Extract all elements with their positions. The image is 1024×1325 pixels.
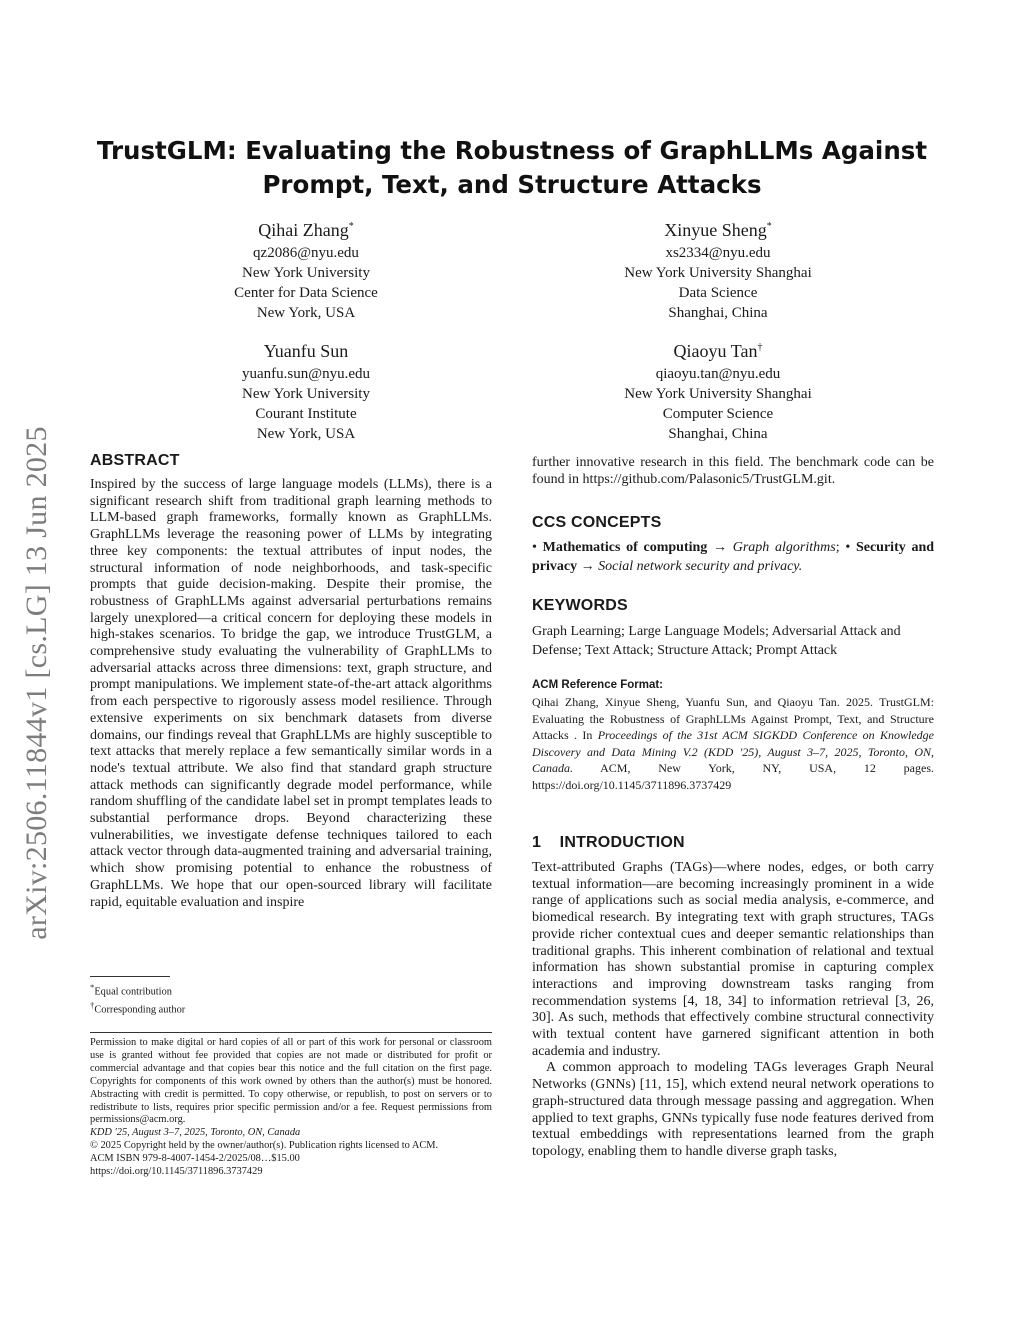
corresponding-mark: †	[757, 342, 763, 353]
author-block-2	[568, 216, 868, 323]
author-location: Shanghai, China	[668, 305, 768, 321]
author-location: Shanghai, China	[668, 426, 768, 442]
ccs-heading: CCS CONCEPTS	[532, 514, 662, 531]
arxiv-sidebar-stamp	[14, 378, 60, 988]
intro-paragraph-1: Text-attributed Graphs (TAGs)—where nodes, edges, or both carry textual information—are becoming increasingly prominent in a wide range of applications such as social media analysis, e-commerce, and biomedical research. By integrating text with graph structures, TAGs provide richer contextual cues and deeper semantic relationships than traditional graphs. This inherent combination of relational and textual information has shown substantial promise in capturing complex interactions and improving downstream tasks ranging from recommendation systems [4, 18, 34] to information retrieval [3, 26, 30]. As such, methods that effectively combine structural connectivity with textual content have garnered significant attention in both academia and industry.	[532, 860, 934, 1059]
intro-paragraph-2: A common approach to modeling TAGs leverages Graph Neural Networks (GNNs) [11, 15], which extend neural network operations to graph-structured data through message passing and aggregation. When applied to text graphs, GNNs typically fuse node features derived from textual embeddings with representations learned from the graph topology, enabling them to handle diverse graph tasks,	[532, 1060, 934, 1159]
title-line-2: Prompt, Text, and Structure Attacks	[262, 170, 762, 199]
author-email: qz2086@nyu.edu	[253, 245, 359, 261]
author-org: New York University Shanghai	[624, 265, 812, 281]
author-name: Yuanfu Sun	[263, 341, 349, 361]
isbn-line: ACM ISBN 979-8-4007-1454-2/2025/08…$15.00	[90, 1153, 300, 1165]
author-email: qiaoyu.tan@nyu.edu	[655, 366, 781, 382]
abstract-heading: ABSTRACT	[90, 452, 180, 469]
footnote-divider	[90, 976, 170, 977]
author-location: New York, USA	[256, 305, 356, 321]
abstract-continuation: further innovative research in this field. The benchmark code can be found in https://github.com/Palasonic5/TrustGLM.git.	[532, 455, 934, 487]
title-line-1: TrustGLM: Evaluating the Robustness of GraphLLMs Against	[96, 136, 928, 165]
permission-divider	[90, 1032, 492, 1033]
author-block-4	[568, 337, 868, 444]
abstract-body: Inspired by the success of large language models (LLMs), there is a significant research shift from traditional graph learning methods to LLM-based graph frameworks, formally known as GraphLLMs. GraphLLMs leverage the reasoning power of LLMs by integrating three key components: the textual attributes of input nodes, the structural information of node neighborhoods, and task-specific prompts that guide decision-making. Despite their promise, the robustness of GraphLLMs against adversarial perturbations remains largely unexplored—a critical concern for deploying these models in high-stakes scenarios. To bridge the gap, we introduce TrustGLM, a comprehensive study evaluating the vulnerability of GraphLLMs to adversarial attacks across three dimensions: text, graph structure, and prompt manipulations. We implement state-of-the-art attack algorithms from each perspective to rigorously assess model resilience. Through extensive experiments on six benchmark datasets from diverse domains, our findings reveal that GraphLLMs are highly susceptible to text attacks that merely replace a few semantically similar words in a node's textual attribute. We also find that standard graph structure attack methods can significantly degrade model performance, while random shuffling of the candidate label set in prompt templates leads to substantial performance drops. Beyond characterizing these vulnerabilities, we investigate defense techniques tailored to each attack vector through data-augmented training and adversarial training, which show promising potential to enhance the robustness of GraphLLMs. We hope that our open-sourced library will facilitate rapid, equitable evaluation and inspire	[90, 477, 492, 910]
introduction-heading: 1 INTRODUCTION	[532, 834, 685, 851]
reference-format-heading: ACM Reference Format:	[532, 679, 663, 691]
permission-text: Permission to make digital or hard copies of all or part of this work for personal or classroom use is granted without fee provided that copies are not made or distributed for profit or commercial advantage and that copies bear this notice and the full citation on the first page. Copyrights for components of this work owned by others than the author(s) must be honored. Abstracting with credit is permitted. To copy otherwise, or republish, to post on servers or to redistribute to lists, requires prior specific permission and/or a fee. Request permissions from permissions@acm.org.	[90, 1037, 492, 1126]
author-location: New York, USA	[256, 426, 356, 442]
author-block-1	[156, 216, 456, 323]
author-name: Qiaoyu Tan	[673, 341, 758, 361]
venue-line: KDD '25, August 3–7, 2025, Toronto, ON, Canada	[90, 1127, 301, 1139]
author-org: New York University Shanghai	[624, 386, 812, 402]
author-dept: Courant Institute	[255, 406, 357, 422]
author-dept: Data Science	[678, 285, 758, 301]
copyright-line: © 2025 Copyright held by the owner/author(s). Publication rights licensed to ACM.	[90, 1140, 439, 1152]
author-org: New York University	[242, 265, 370, 281]
doi-line: https://doi.org/10.1145/3711896.3737429	[90, 1166, 263, 1178]
arxiv-id: arXiv:2506.11844v1 [cs.LG] 13 Jun 2025	[20, 426, 53, 940]
author-name: Qihai Zhang	[258, 220, 349, 240]
author-dept: Computer Science	[662, 406, 774, 422]
equal-contribution-mark: *	[348, 221, 354, 232]
author-email: xs2334@nyu.edu	[665, 245, 771, 261]
author-email: yuanfu.sun@nyu.edu	[242, 366, 370, 382]
footnote-corresponding: Corresponding author	[94, 1004, 186, 1016]
keywords-heading: KEYWORDS	[532, 597, 628, 614]
equal-contribution-mark: *	[766, 221, 772, 232]
author-name: Xinyue Sheng	[664, 220, 767, 240]
author-org: New York University	[242, 386, 370, 402]
footnote-equal: Equal contribution	[94, 986, 172, 998]
paper-title	[90, 134, 934, 202]
footnotes: *Equal contribution †Corresponding author	[90, 982, 186, 1016]
author-block-3	[156, 337, 456, 444]
ccs-concepts: • Mathematics of computing → Graph algorithms; • Security and privacy → Social network security and privacy.	[532, 540, 935, 574]
introduction-body	[532, 860, 934, 1161]
keywords-body: Graph Learning; Large Language Models; Adversarial Attack and Defense; Text Attack; Structure Attack; Prompt Attack	[532, 624, 901, 658]
permission-block	[90, 1037, 492, 1179]
reference-format-body: Qihai Zhang, Xinyue Sheng, Yuanfu Sun, and Qiaoyu Tan. 2025. TrustGLM: Evaluating the Robustness of GraphLLMs Against Prompt, Text, and Structure Attacks . In Proceedings of the 31st ACM SIGKDD Conference on Knowledge Discovery and Data Mining V.2 (KDD '25), August 3–7, 2025, Toronto, ON, Canada. ACM, New York, NY, USA, 12 pages. https://doi.org/10.1145/3711896.3737429	[532, 695, 934, 792]
author-dept: Center for Data Science	[234, 285, 378, 301]
